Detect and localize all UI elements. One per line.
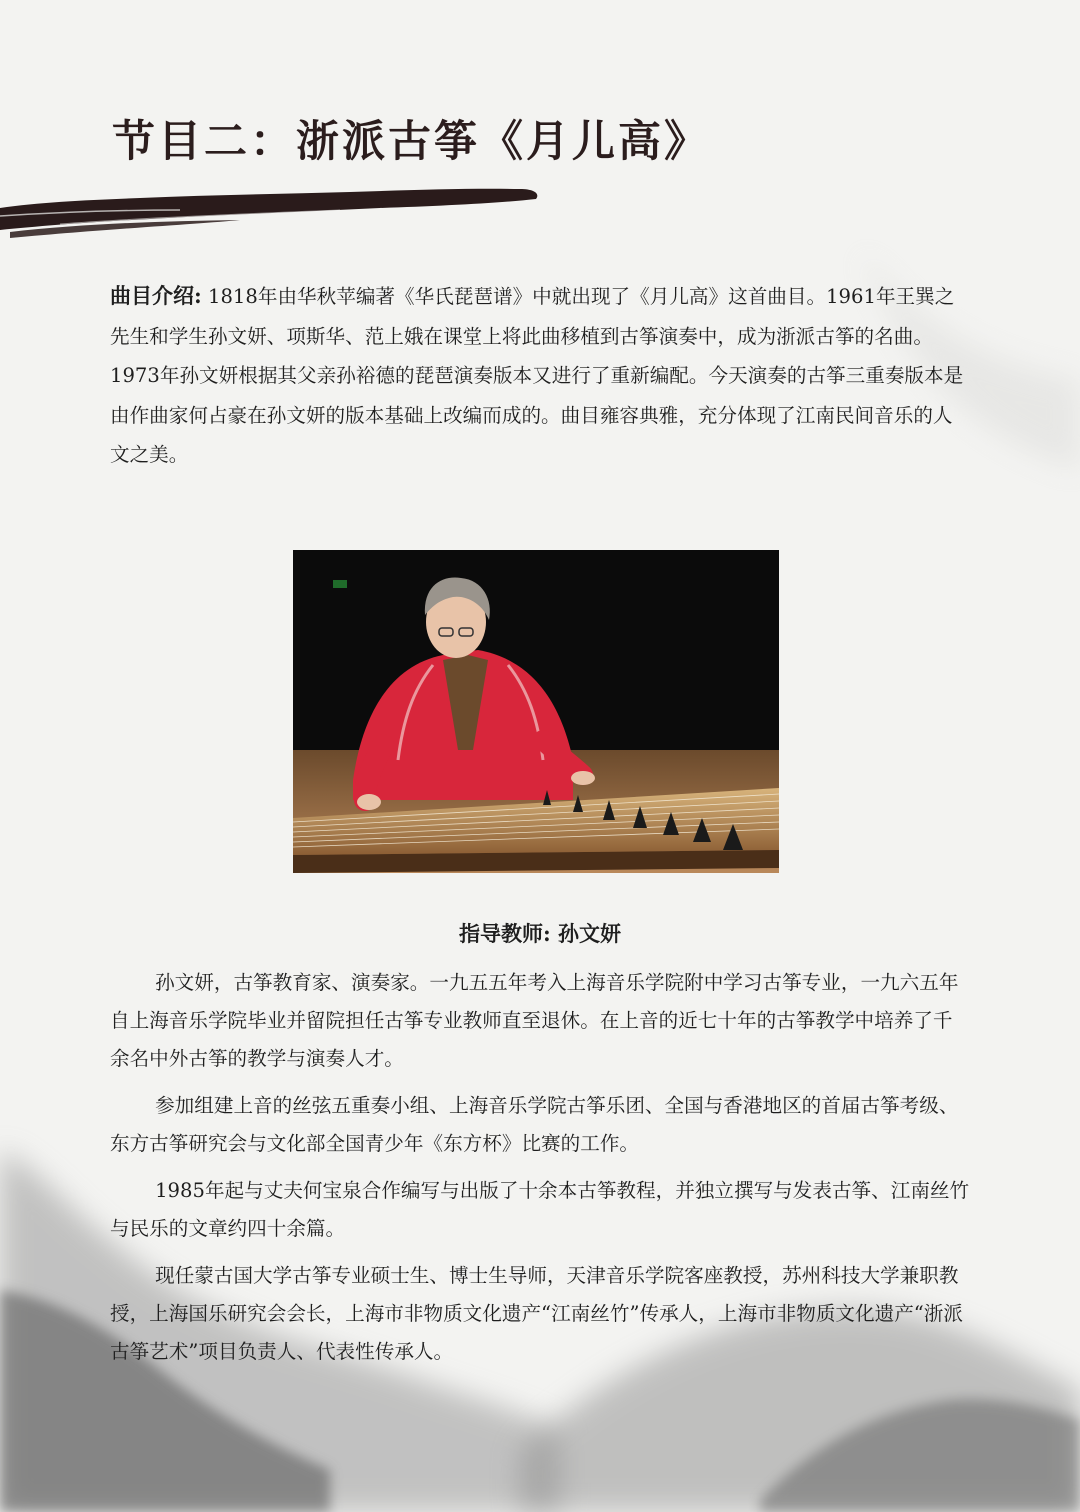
intro-text: 1818年由华秋苹编著《华氏琵琶谱》中就出现了《月儿高》这首曲目。1961年王巽之先生和学生孙文妍、项斯华、范上娥在课堂上将此曲移植到古筝演奏中，成为浙派古筝的名曲。1973年孙文妍根据其父亲孙裕德的琵琶演奏版本又进行了重新编配。今天演奏的古筝三重奏版本是由作曲家何占豪在孙文妍的版本基础上改编而成的。曲目雍容典雅，充分体现了江南民间音乐的人文之美。 bbox=[110, 285, 964, 467]
page-title: 节目二：浙派古筝《月儿高》 bbox=[112, 117, 710, 167]
performer-photo bbox=[293, 550, 779, 873]
bio-paragraph: 孙文妍，古筝教育家、演奏家。一九五五年考入上海音乐学院附中学习古筝专业，一九六五年自上海音乐学院毕业并留院担任古筝专业教师直至退休。在上音的近七十年的古筝教学中培养了千余名中外古筝的教学与演奏人才。 bbox=[110, 971, 959, 1070]
brush-stroke-divider bbox=[0, 172, 560, 242]
teacher-heading: 指导教师: 孙文妍 bbox=[458, 921, 622, 946]
piece-introduction bbox=[110, 276, 972, 475]
bio-paragraph: 参加组建上音的丝弦五重奏小组、上海音乐学院古筝乐团、全国与香港地区的首届古筝考级、东方古筝研究会与文化部全国青少年《东方杯》比赛的工作。 bbox=[110, 1094, 959, 1155]
intro-label: 曲目介绍: bbox=[110, 283, 202, 308]
bio-paragraph: 1985年起与丈夫何宝泉合作编写与出版了十余本古筝教程，并独立撰写与发表古筝、江南丝竹与民乐的文章约四十余篇。 bbox=[110, 1179, 970, 1240]
bio-paragraph: 现任蒙古国大学古筝专业硕士生、博士生导师，天津音乐学院客座教授，苏州科技大学兼职教授，上海国乐研究会会长，上海市非物质文化遗产“江南丝竹”传承人，上海市非物质文化遗产“浙派古筝艺术”项目负责人、代表性传承人。 bbox=[110, 1264, 963, 1363]
teacher-biography bbox=[110, 964, 972, 1380]
